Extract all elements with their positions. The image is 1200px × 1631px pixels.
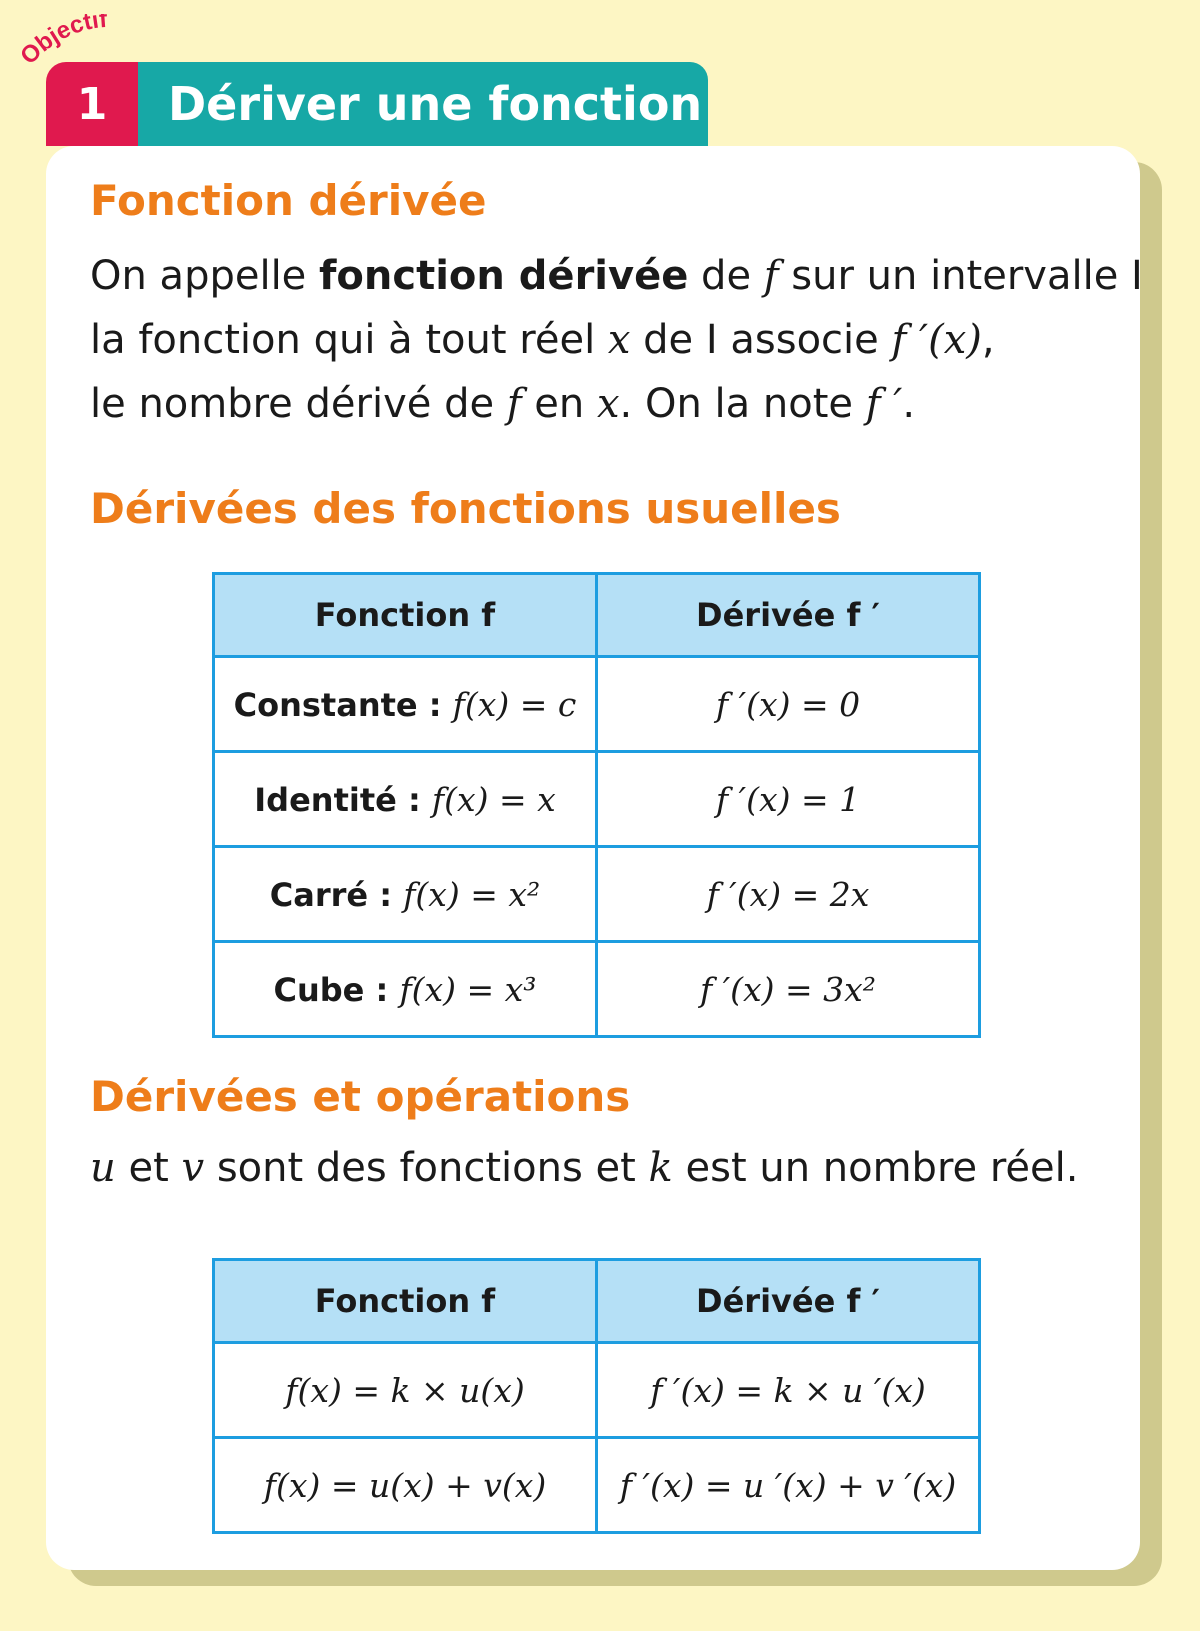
table-row	[214, 1343, 980, 1438]
column-header-derivee: Dérivée f ′	[597, 1260, 980, 1343]
table-header-row	[214, 1260, 980, 1343]
column-header-fonction: Fonction f	[214, 574, 597, 657]
table-cell: Constante : f(x) = c	[214, 657, 597, 752]
heading-fonction-derivee: Fonction dérivée	[90, 176, 487, 225]
table-header-row	[214, 574, 980, 657]
table-cell: Identité : f(x) = x	[214, 752, 597, 847]
definition-line-3: le nombre dérivé de f en x. On la note f ′.	[90, 381, 916, 427]
table-cell: Cube : f(x) = x³	[214, 942, 597, 1037]
table-cell: f ′(x) = 0	[597, 657, 980, 752]
table-cell: f ′(x) = k × u ′(x)	[597, 1343, 980, 1438]
definition-line-2: la fonction qui à tout réel x de I associe f ′(x),	[90, 317, 995, 363]
table-cell: f ′(x) = 1	[597, 752, 980, 847]
table-row	[214, 847, 980, 942]
table-row	[214, 1438, 980, 1533]
svg-text:Objectif: bjectif	[30, 14, 109, 58]
table-cell: f ′(x) = u ′(x) + v ′(x)	[597, 1438, 980, 1533]
table-row	[214, 752, 980, 847]
operations-intro: u et v sont des fonctions et k est un nombre réel.	[90, 1145, 1079, 1191]
table-cell: Carré : f(x) = x²	[214, 847, 597, 942]
page-title: Dériver une fonction	[138, 62, 708, 146]
table-cell: f(x) = u(x) + v(x)	[214, 1438, 597, 1533]
objective-number: 1	[46, 62, 138, 146]
column-header-fonction: Fonction f	[214, 1260, 597, 1343]
table-row	[214, 657, 980, 752]
table-row	[214, 942, 980, 1037]
definition-paragraph	[90, 244, 1143, 436]
heading-fonctions-usuelles: Dérivées des fonctions usuelles	[90, 484, 841, 533]
table-cell: f ′(x) = 2x	[597, 847, 980, 942]
definition-line-1: On appelle fonction dérivée de f sur un intervalle I	[90, 253, 1143, 299]
operations-derivatives-table	[212, 1258, 981, 1534]
column-header-derivee: Dérivée f ′	[597, 574, 980, 657]
table-cell: f ′(x) = 3x²	[597, 942, 980, 1037]
table-cell: f(x) = k × u(x)	[214, 1343, 597, 1438]
usual-derivatives-table	[212, 572, 981, 1038]
heading-derivees-operations: Dérivées et opérations	[90, 1072, 631, 1121]
